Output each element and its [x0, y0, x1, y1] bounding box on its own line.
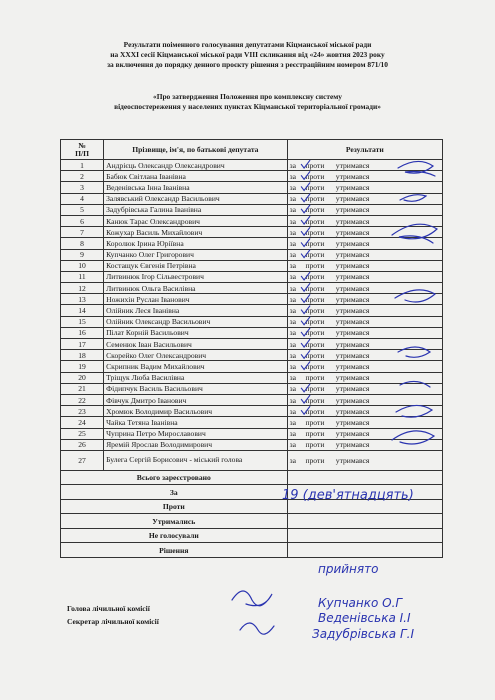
- registered-count-handwriting: 19 (дев'ятнадцять): [282, 488, 414, 503]
- summary-label: Проти: [61, 499, 288, 514]
- vote-options: за проти утримався: [287, 350, 442, 361]
- check-mark-icon: [301, 250, 310, 258]
- row-number: 19: [61, 361, 104, 372]
- row-number: 5: [61, 204, 104, 215]
- vote-options: за проти утримався: [287, 383, 442, 394]
- vote-options: за проти утримався: [287, 417, 442, 428]
- vote-options: за проти утримався: [287, 394, 442, 405]
- deputy-name: Тріщук Люба Василівна: [104, 372, 287, 383]
- deputy-name: Залявський Олександр Васильович: [104, 193, 287, 204]
- vote-options: за проти утримався: [287, 260, 442, 271]
- chair-label: Голова лічильної комісії: [67, 604, 150, 613]
- deputy-name: Яремій Ярослав Володимирович: [104, 439, 287, 450]
- check-mark-icon: [301, 384, 310, 392]
- signature: [400, 195, 426, 202]
- check-mark-icon: [301, 361, 310, 369]
- deputy-name: Олійник Олександр Васильович: [104, 316, 287, 327]
- check-mark-icon: [301, 306, 310, 314]
- check-mark-icon: [301, 395, 310, 403]
- check-mark-icon: [301, 272, 310, 280]
- row-number: 23: [61, 406, 104, 417]
- signed-name-1: Купчанко О.Г: [318, 596, 403, 610]
- check-mark-icon: [301, 216, 310, 224]
- vote-options: за проти утримався: [287, 249, 442, 260]
- deputy-name: Семенюк Іван Васильович: [104, 339, 287, 350]
- vote-options: за проти утримався: [287, 215, 442, 226]
- vote-options: за проти утримався: [287, 294, 442, 305]
- row-number: 9: [61, 249, 104, 260]
- row-number: 25: [61, 428, 104, 439]
- row-number: 12: [61, 283, 104, 294]
- deputy-name: Булега Сергій Борисович - міський голова: [104, 450, 287, 470]
- check-mark-icon: [301, 171, 310, 179]
- vote-options: за проти утримався: [287, 361, 442, 372]
- deputy-name: Скрипник Вадим Михайлович: [104, 361, 287, 372]
- check-mark-icon: [301, 339, 310, 347]
- vote-options: за проти утримався: [287, 227, 442, 238]
- check-mark-icon: [301, 406, 310, 414]
- deputy-name: Фівчук Дмитро Іванович: [104, 394, 287, 405]
- vote-options: за проти утримався: [287, 428, 442, 439]
- vote-options: за проти утримався: [287, 160, 442, 171]
- header-number: № П/П: [61, 140, 104, 160]
- vote-options: за проти утримався: [287, 372, 442, 383]
- row-number: 22: [61, 394, 104, 405]
- signature: [392, 431, 434, 444]
- vote-options: за проти утримався: [287, 450, 442, 470]
- vote-options: за проти утримався: [287, 305, 442, 316]
- signature-scribbles: [232, 161, 437, 634]
- deputy-name: Пілат Корній Васильович: [104, 327, 287, 338]
- deputy-name: Скорейко Олег Олександрович: [104, 350, 287, 361]
- row-number: 8: [61, 238, 104, 249]
- vote-options: за проти утримався: [287, 238, 442, 249]
- check-mark-icon: [301, 317, 310, 325]
- deputy-name: Задубрівська Галина Іванівна: [104, 204, 287, 215]
- row-number: 11: [61, 271, 104, 282]
- deputy-name: Ножихін Руслан Іванович: [104, 294, 287, 305]
- check-mark-icon: [301, 238, 310, 246]
- row-number: 7: [61, 227, 104, 238]
- deputy-name: Литвинюк Ольга Василівна: [104, 283, 287, 294]
- header-name: Прізвище, ім'я, по батькові депутата: [104, 140, 287, 160]
- vote-options: за проти утримався: [287, 271, 442, 282]
- row-number: 6: [61, 215, 104, 226]
- subject-line-1: «Про затвердження Положення про комплексну систему: [153, 92, 342, 101]
- row-number: 3: [61, 182, 104, 193]
- deputy-name: Чуприна Петро Мирославович: [104, 428, 287, 439]
- deputy-name: Хромюк Володимир Васильович: [104, 406, 287, 417]
- row-number: 24: [61, 417, 104, 428]
- summary-label: Всього зареєстровано: [61, 470, 288, 485]
- row-number: 17: [61, 339, 104, 350]
- row-number: 18: [61, 350, 104, 361]
- vote-options: за проти утримався: [287, 339, 442, 350]
- row-number: 2: [61, 171, 104, 182]
- check-mark-icon: [301, 294, 310, 302]
- deputy-name: Андрієць Олександр Олександрович: [104, 160, 287, 171]
- header-line-1: Результати поіменного голосування депутатами Кіцманської міської ради: [123, 40, 372, 49]
- header-line-2: на XXXI сесії Кіцманської міської ради VIII скликання від «24» жовтня 2023 року: [110, 50, 385, 59]
- row-number: 14: [61, 305, 104, 316]
- signed-name-3: Задубрівська Г.І: [312, 627, 414, 641]
- deputy-name: Бабюк Світлана Іванівна: [104, 171, 287, 182]
- header-result: Результати: [287, 140, 442, 160]
- summary-label: Не голосували: [61, 528, 288, 543]
- deputy-name: Олійник Леся Іванівна: [104, 305, 287, 316]
- decision-handwriting: прийнято: [318, 562, 379, 576]
- vote-options: за проти утримався: [287, 406, 442, 417]
- vote-options: за проти утримався: [287, 327, 442, 338]
- check-mark-icon: [301, 194, 310, 202]
- deputy-name: Веденівська Інна Іванівна: [104, 182, 287, 193]
- row-number: 27: [61, 450, 104, 470]
- deputy-name: Канюк Тарас Олександрович: [104, 215, 287, 226]
- row-number: 26: [61, 439, 104, 450]
- header-line-3: за включення до порядку денного проєкту рішення з реєстраційним номером 871/10: [107, 60, 388, 69]
- deputy-name: Литвинюк Ігор Сільвестрович: [104, 271, 287, 282]
- row-number: 15: [61, 316, 104, 327]
- subject-line-2: відеоспостереження у населених пунктах Кіцманської територіальної громади»: [114, 102, 381, 111]
- row-number: 4: [61, 193, 104, 204]
- check-mark-icon: [301, 160, 310, 168]
- deputy-name: Костащук Євгенія Петрівна: [104, 260, 287, 271]
- row-number: 1: [61, 160, 104, 171]
- check-mark-icon: [301, 227, 310, 235]
- vote-options: за проти утримався: [287, 316, 442, 327]
- signature: [400, 381, 430, 387]
- vote-options: за проти утримався: [287, 283, 442, 294]
- row-number: 10: [61, 260, 104, 271]
- signature: [392, 224, 437, 243]
- check-mark-icon: [301, 350, 310, 358]
- signature: [395, 290, 435, 302]
- signature: [398, 161, 435, 176]
- vote-options: за проти утримався: [287, 193, 442, 204]
- check-mark-icon: [301, 283, 310, 291]
- vote-options: за проти утримався: [287, 171, 442, 182]
- deputy-name: Королюк Ірина Юріївна: [104, 238, 287, 249]
- signed-name-2: Веденівська І.І: [318, 611, 411, 625]
- row-number: 13: [61, 294, 104, 305]
- summary-label: Утримались: [61, 514, 288, 529]
- deputy-name: Фідипчук Василь Васильович: [104, 383, 287, 394]
- signature: [398, 347, 430, 357]
- signature: [240, 623, 274, 634]
- check-mark-icon: [301, 328, 310, 336]
- deputy-name: Купчанко Олег Григорович: [104, 249, 287, 260]
- summary-label: За: [61, 485, 288, 500]
- signature: [396, 405, 432, 417]
- deputy-name: Чайка Тетяна Іванівна: [104, 417, 287, 428]
- row-number: 20: [61, 372, 104, 383]
- summary-label: Рішення: [61, 543, 288, 558]
- deputy-name: Кожухар Василь Михайлович: [104, 227, 287, 238]
- vote-options: за проти утримався: [287, 204, 442, 215]
- signature: [232, 591, 272, 606]
- check-mark-icon: [301, 205, 310, 213]
- row-number: 21: [61, 383, 104, 394]
- vote-options: за проти утримався: [287, 182, 442, 193]
- secretary-label: Секретар лічильної комісії: [67, 617, 159, 626]
- vote-options: за проти утримався: [287, 439, 442, 450]
- row-number: 16: [61, 327, 104, 338]
- check-mark-icon: [301, 182, 310, 190]
